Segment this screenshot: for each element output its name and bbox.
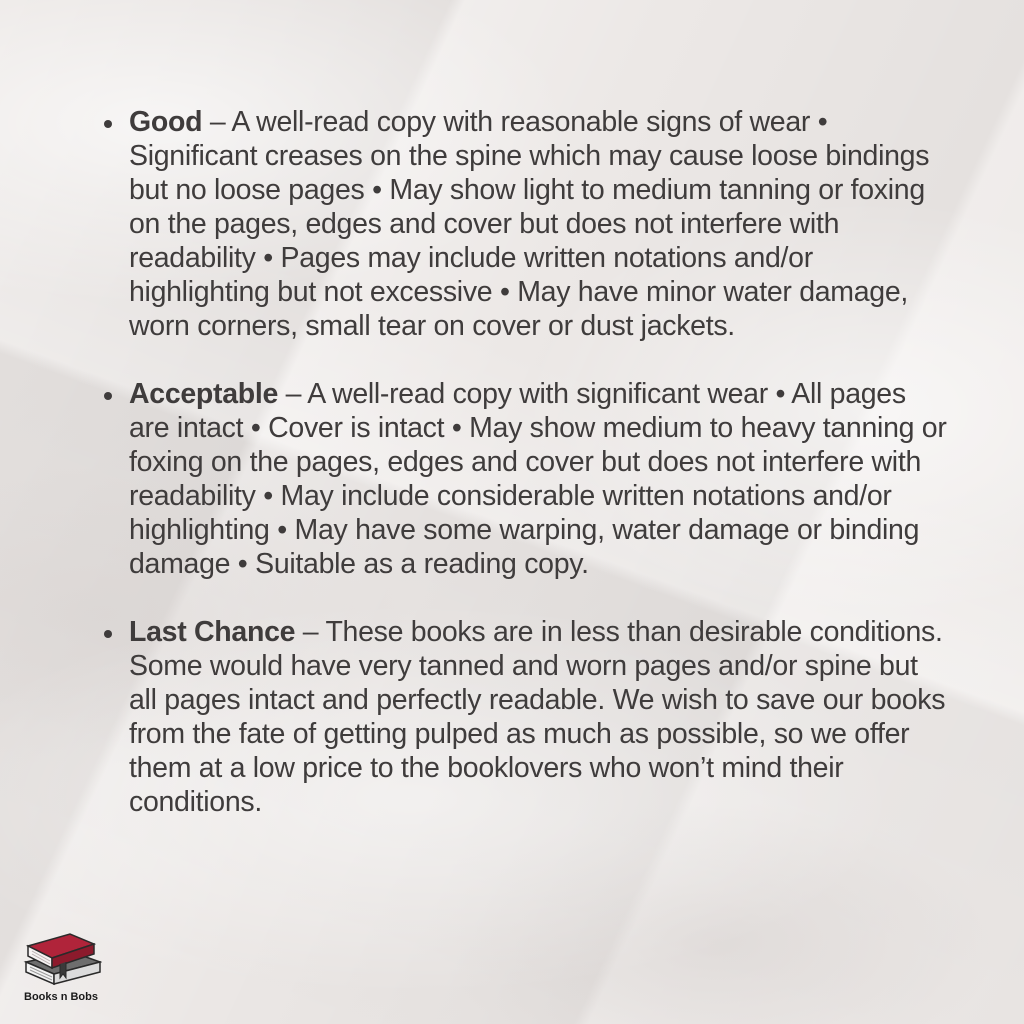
condition-term: Acceptable — [129, 378, 279, 410]
condition-term: Good — [129, 106, 203, 138]
condition-description: – A well-read copy with reasonable signs of wear • Significant creases on the spine which may cause loose bindings but no loose pages • May show light to medium tanning or foxing on the pages, edges and cover but does not interfere with readability • Pages may include written notations and/or highlighting but not excessive • May have minor water damage, worn corners, small tear on cover or dust jackets. — [129, 106, 930, 342]
condition-list — [100, 105, 950, 853]
condition-item-good — [100, 105, 950, 343]
condition-term: Last Chance — [129, 616, 296, 648]
bullet-icon — [104, 630, 112, 638]
condition-item-last-chance — [100, 615, 950, 819]
brand-logo — [16, 922, 106, 1012]
bullet-icon — [104, 392, 112, 400]
condition-item-acceptable — [100, 377, 950, 581]
bullet-icon — [104, 120, 112, 128]
brand-name: Books n Bobs — [24, 991, 98, 1003]
condition-description: – A well-read copy with significant wear • All pages are intact • Cover is intact • May show medium to heavy tanning or foxing on the pages, edges and cover but does not interfere with readability • May include considerable written notations and/or highlighting • May have some warping, water damage or binding damage • Suitable as a reading copy. — [129, 378, 947, 580]
book-stack-icon — [20, 922, 102, 988]
condition-description: – These books are in less than desirable conditions. Some would have very tanned and worn pages and/or spine but all pages intact and perfectly readable. We wish to save our books from the fate of getting pulped as much as possible, so we offer them at a low price to the booklovers who won’t mind their conditions. — [129, 616, 946, 818]
